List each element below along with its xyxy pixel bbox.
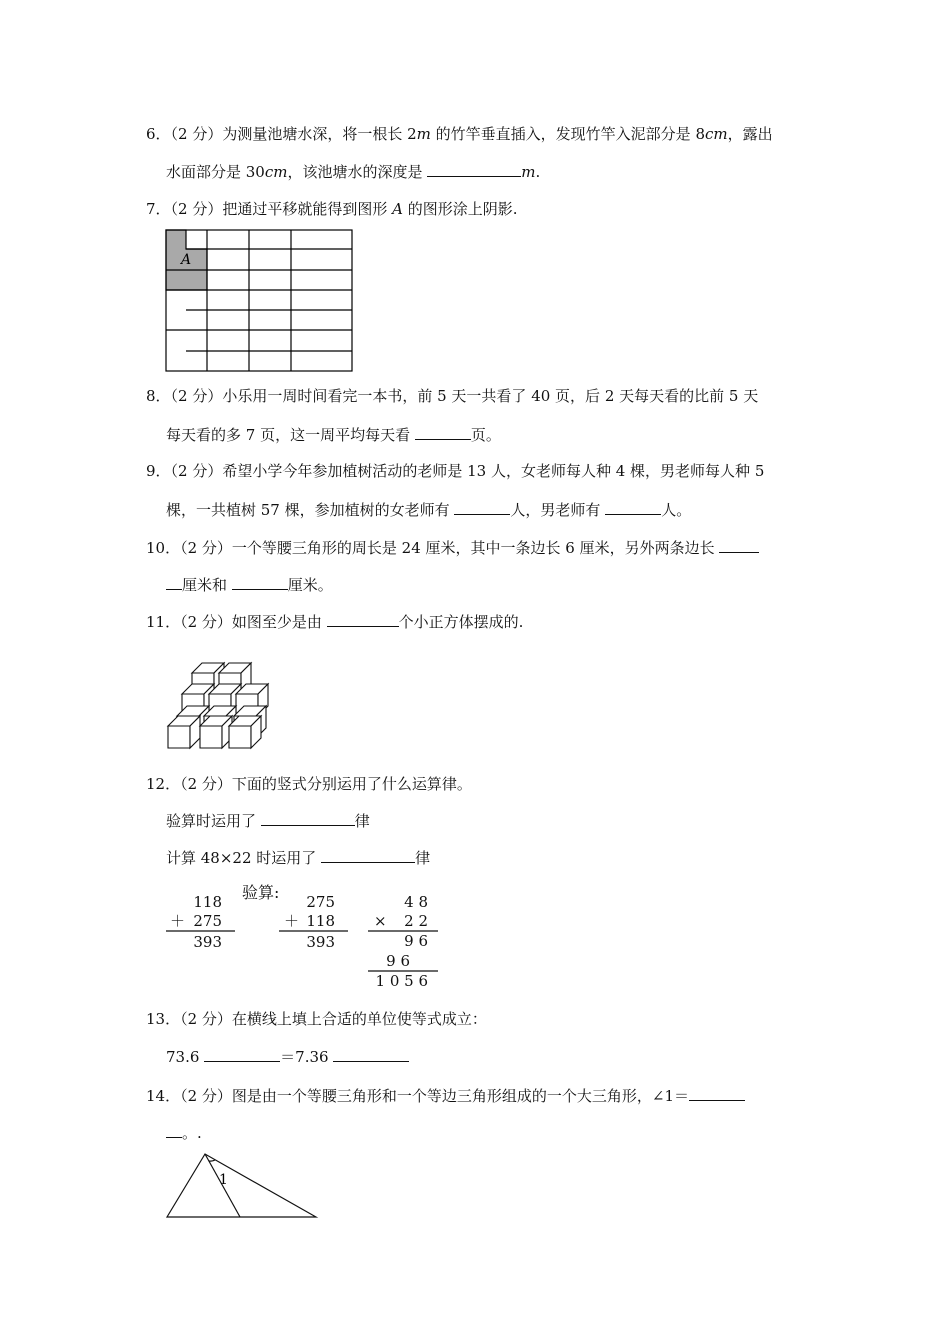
calc-a-add: 275 (193, 912, 222, 930)
answer-blank[interactable] (719, 537, 759, 553)
triangle-figure (160, 1148, 325, 1223)
q14-text: 。. (182, 1124, 202, 1142)
plus-sign: ＋ (284, 912, 300, 930)
cube-stack-figure (160, 640, 290, 755)
q8-text: 8．（2 分）小乐用一周时间看完一本书，前 5 天一共看了 40 页，后 2 天每天看的比前 5 天 (146, 387, 759, 405)
q12-text: 计算 48×22 时运用了 (166, 849, 322, 867)
cube (200, 716, 232, 748)
answer-blank[interactable] (261, 810, 355, 826)
q12-text: 律 (415, 849, 431, 867)
q10-line1 (146, 537, 759, 558)
calc-m-mul: 2 2 (404, 912, 428, 930)
calc-b-add: 118 (306, 912, 335, 930)
q7-text: 的图形涂上阴影. (402, 200, 518, 218)
answer-blank[interactable] (689, 1085, 745, 1101)
unit-cm: cm (705, 125, 728, 143)
q9-text: 棵，一共植树 57 棵，参加植树的女老师有 (166, 501, 455, 519)
q9-line2 (166, 499, 691, 520)
q13-text: ＝7.36 (280, 1048, 334, 1066)
plus-sign: ＋ (170, 912, 186, 930)
unit-m: m (521, 163, 536, 181)
translation-grid-figure (160, 224, 360, 376)
q7-line1 (146, 199, 518, 219)
calc-m-top: 4 8 (404, 893, 428, 911)
answer-blank[interactable] (605, 499, 661, 515)
q12-line3 (166, 847, 430, 868)
q7-text: 7．（2 分）把通过平移就能得到图形 (146, 200, 393, 218)
q14-line1 (146, 1085, 745, 1106)
q6-text: 6．（2 分）为测量池塘水深，将一根长 2 (146, 125, 417, 143)
q10-text: 10．（2 分）一个等腰三角形的周长是 24 厘米，其中一条边长 6 厘米，另外两条边长 (146, 539, 720, 557)
q12-text: 律 (354, 812, 370, 830)
q8-text: 页。 (470, 426, 501, 444)
q8-line2 (166, 424, 501, 445)
answer-blank[interactable] (204, 1046, 280, 1062)
q8-text: 每天看的多 7 页，这一周平均每天看 (166, 426, 415, 444)
answer-blank[interactable] (166, 574, 182, 590)
calc-a-top: 118 (193, 893, 222, 911)
q8-line1 (146, 386, 758, 406)
q11-text: 11．（2 分）如图至少是由 (146, 613, 327, 631)
answer-blank[interactable] (415, 424, 471, 440)
calc-m-partial2: 9 6 (386, 952, 410, 970)
q12-line1 (146, 774, 472, 794)
calc-m-result: 1 0 5 6 (375, 972, 428, 990)
answer-blank[interactable] (333, 1046, 409, 1062)
q9-line1 (146, 461, 764, 481)
q14-line2 (166, 1122, 202, 1143)
q13-text: 73.6 (166, 1048, 205, 1066)
q13-line2 (166, 1046, 409, 1067)
vertical-calculations-figure (160, 880, 450, 995)
q10-text: 厘米和 (182, 576, 232, 594)
q11-line1 (146, 611, 523, 632)
q13-line1 (146, 1009, 487, 1029)
q9-text: 人。 (661, 501, 692, 519)
q14-text: 14．（2 分）图是由一个等腰三角形和一个等边三角形组成的一个大三角形，∠1＝ (146, 1087, 690, 1105)
q6-text: . (535, 163, 541, 181)
q12-line2 (166, 810, 370, 831)
q10-text: 厘米。 (287, 576, 333, 594)
q6-text: ，露出 (727, 125, 773, 143)
calc-m-partial1: 9 6 (404, 932, 428, 950)
q12-text: 12．（2 分）下面的竖式分别运用了什么运算律。 (146, 775, 472, 793)
q6-text: ，该池塘水的深度是 (287, 163, 428, 181)
q12-text: 验算时运用了 (166, 812, 261, 830)
calc-b-top: 275 (306, 893, 335, 911)
var-a: A (392, 200, 403, 218)
cube (168, 716, 200, 748)
times-sign: × (374, 912, 387, 930)
cube (229, 716, 261, 748)
verify-label: 验算: (242, 883, 280, 902)
q6-text: 的竹竿垂直插入，发现竹竿入泥部分是 8 (430, 125, 705, 143)
q10-line2 (166, 574, 333, 595)
q6-line1 (146, 124, 773, 144)
q6-text: 水面部分是 30 (166, 163, 265, 181)
answer-blank[interactable] (321, 847, 415, 863)
q9-text: 人，男老师有 (510, 501, 606, 519)
calc-a-sum: 393 (193, 933, 222, 951)
q9-text: 9．（2 分）希望小学今年参加植树活动的老师是 13 人，女老师每人种 4 棵，男老师每人种 5 (146, 462, 765, 480)
q13-text: 13．（2 分）在横线上填上合适的单位使等式成立： (146, 1010, 487, 1028)
q11-text: 个小正方体摆成的. (398, 613, 524, 631)
q6-line2 (166, 161, 540, 182)
answer-blank[interactable] (427, 161, 521, 177)
answer-blank[interactable] (166, 1122, 182, 1138)
answer-blank[interactable] (232, 574, 288, 590)
figure-label-a: A (181, 252, 192, 268)
unit-m: m (416, 125, 431, 143)
unit-cm: cm (264, 163, 288, 181)
answer-blank[interactable] (454, 499, 510, 515)
calc-b-sum: 393 (306, 933, 335, 951)
answer-blank[interactable] (327, 611, 399, 627)
angle-1-label: 1 (219, 1172, 228, 1188)
